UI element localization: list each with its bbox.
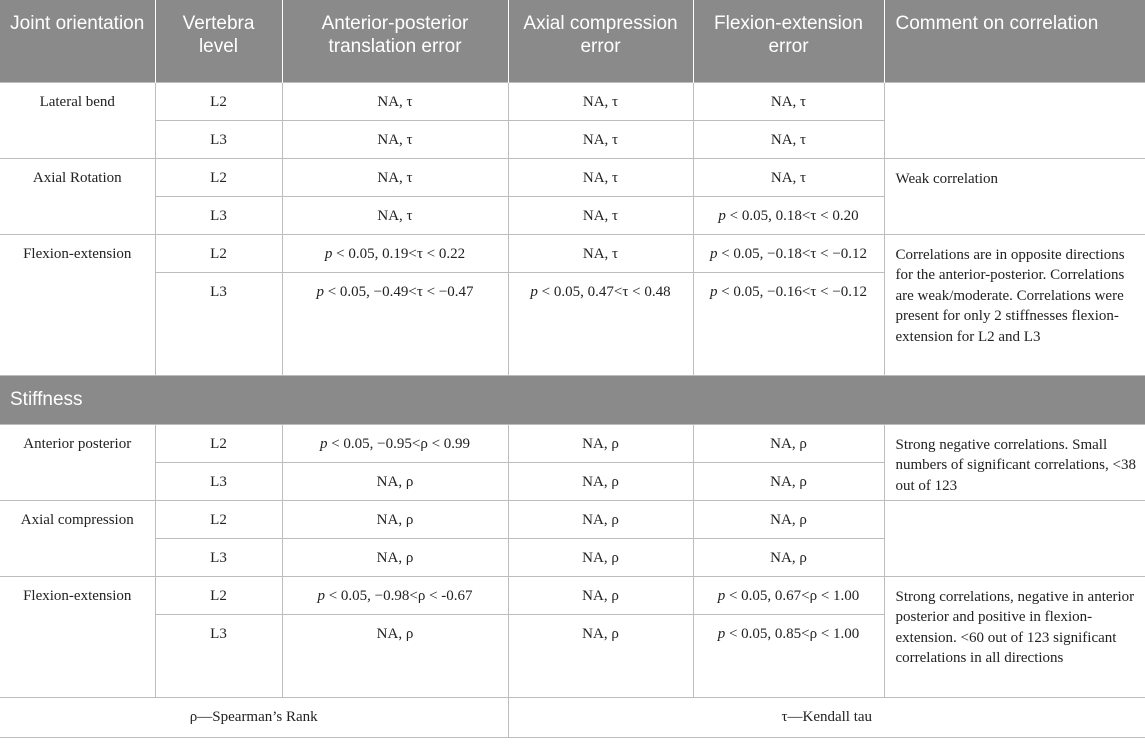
section-row bbox=[0, 375, 1145, 424]
flex-cell: NA, ρ bbox=[693, 424, 884, 462]
joint-cell: Axial compression bbox=[0, 500, 155, 576]
axial-cell: NA, ρ bbox=[508, 424, 693, 462]
p-symbol: p bbox=[709, 283, 718, 300]
flex-cell bbox=[693, 614, 884, 697]
section-title-stiffness: Stiffness bbox=[0, 375, 1145, 424]
level-cell: L2 bbox=[155, 158, 282, 196]
header-flexion-extension-error: Flexion-extension error bbox=[693, 0, 884, 82]
ap-cell: NA, τ bbox=[282, 158, 508, 196]
header-vertebra-level: Vertebra level bbox=[155, 0, 282, 82]
level-cell: L2 bbox=[155, 234, 282, 272]
level-cell: L3 bbox=[155, 614, 282, 697]
ap-cell bbox=[282, 272, 508, 375]
axial-cell: NA, τ bbox=[508, 234, 693, 272]
table-row bbox=[0, 234, 1145, 272]
flex-cell: NA, τ bbox=[693, 120, 884, 158]
joint-cell: Lateral bend bbox=[0, 82, 155, 158]
axial-cell: NA, τ bbox=[508, 158, 693, 196]
table-row bbox=[0, 576, 1145, 614]
comment-cell: Correlations are in opposite directions for the anterior-posterior. Correlations are weak/moderate. Correlations were present for only 2 stiffnesses flexion-extension for L2 and L3 bbox=[884, 234, 1145, 375]
p-symbol: p bbox=[319, 435, 328, 452]
joint-cell: Axial Rotation bbox=[0, 158, 155, 234]
flex-cell bbox=[693, 196, 884, 234]
table-row bbox=[0, 500, 1145, 538]
ap-cell: NA, τ bbox=[282, 82, 508, 120]
flex-value: < 0.05, 0.18<τ < 0.20 bbox=[725, 207, 859, 224]
axial-cell: NA, ρ bbox=[508, 538, 693, 576]
p-symbol: p bbox=[324, 245, 333, 262]
flex-value: < 0.05, −0.18<τ < −0.12 bbox=[717, 245, 868, 262]
footer-row bbox=[0, 697, 1145, 737]
level-cell: L2 bbox=[155, 424, 282, 462]
p-symbol: p bbox=[317, 587, 325, 604]
comment-cell: Strong correlations, negative in anterior posterior and positive in flexion-extension. <60 out of 123 significant correlations in all directions bbox=[884, 576, 1145, 697]
level-cell: L3 bbox=[155, 462, 282, 500]
flex-value: < 0.05, 0.67<ρ < 1.00 bbox=[725, 587, 860, 604]
header-joint-orientation: Joint orientation bbox=[0, 0, 155, 82]
joint-cell: Flexion-extension bbox=[0, 576, 155, 697]
comment-cell: Weak correlation bbox=[884, 158, 1145, 234]
joint-cell: Anterior posterior bbox=[0, 424, 155, 500]
p-symbol: p bbox=[717, 587, 726, 604]
flex-cell: NA, ρ bbox=[693, 538, 884, 576]
table-row bbox=[0, 158, 1145, 196]
comment-cell bbox=[884, 500, 1145, 576]
p-symbol: p bbox=[718, 207, 726, 224]
axial-cell: NA, τ bbox=[508, 196, 693, 234]
axial-cell: NA, ρ bbox=[508, 500, 693, 538]
ap-cell: NA, τ bbox=[282, 196, 508, 234]
ap-value: < 0.05, −0.95<ρ < 0.99 bbox=[327, 435, 471, 452]
ap-value: < 0.05, −0.49<τ < −0.47 bbox=[323, 283, 474, 300]
ap-cell: NA, ρ bbox=[282, 538, 508, 576]
comment-cell bbox=[884, 82, 1145, 158]
comment-cell: Strong negative correlations. Small numbers of significant correlations, <38 out of 123 bbox=[884, 424, 1145, 500]
joint-cell: Flexion-extension bbox=[0, 234, 155, 375]
ap-cell: NA, ρ bbox=[282, 500, 508, 538]
flex-cell bbox=[693, 272, 884, 375]
p-symbol: p bbox=[717, 625, 726, 642]
flex-cell: NA, τ bbox=[693, 82, 884, 120]
header-row bbox=[0, 0, 1145, 82]
ap-cell bbox=[282, 234, 508, 272]
axial-cell: NA, ρ bbox=[508, 576, 693, 614]
flex-cell: NA, ρ bbox=[693, 500, 884, 538]
header-ap-translation-error: Anterior-posterior translation error bbox=[282, 0, 508, 82]
header-comment: Comment on correlation bbox=[884, 0, 1145, 82]
axial-cell: NA, ρ bbox=[508, 614, 693, 697]
flex-cell bbox=[693, 576, 884, 614]
ap-cell: NA, ρ bbox=[282, 462, 508, 500]
axial-cell bbox=[508, 272, 693, 375]
level-cell: L3 bbox=[155, 196, 282, 234]
ap-value: < 0.05, −0.98<ρ < -0.67 bbox=[324, 587, 473, 604]
level-cell: L2 bbox=[155, 82, 282, 120]
p-symbol: p bbox=[316, 283, 324, 300]
footer-spearman: ρ—Spearman’s Rank bbox=[0, 697, 508, 737]
axial-cell: NA, ρ bbox=[508, 462, 693, 500]
flex-value: < 0.05, 0.85<ρ < 1.00 bbox=[725, 625, 860, 642]
table-row bbox=[0, 424, 1145, 462]
footer-kendall: τ—Kendall tau bbox=[508, 697, 1145, 737]
header-axial-compression-error: Axial compression error bbox=[508, 0, 693, 82]
ap-value: < 0.05, 0.19<τ < 0.22 bbox=[332, 245, 466, 262]
p-symbol: p bbox=[530, 283, 538, 300]
p-symbol: p bbox=[709, 245, 718, 262]
level-cell: L2 bbox=[155, 576, 282, 614]
axial-cell: NA, τ bbox=[508, 120, 693, 158]
table-row bbox=[0, 82, 1145, 120]
flex-cell bbox=[693, 234, 884, 272]
ap-cell bbox=[282, 424, 508, 462]
level-cell: L3 bbox=[155, 272, 282, 375]
ap-cell: NA, ρ bbox=[282, 614, 508, 697]
ap-cell: NA, τ bbox=[282, 120, 508, 158]
flex-value: < 0.05, −0.16<τ < −0.12 bbox=[717, 283, 868, 300]
ap-cell bbox=[282, 576, 508, 614]
axial-value: < 0.05, 0.47<τ < 0.48 bbox=[537, 283, 671, 300]
flex-cell: NA, ρ bbox=[693, 462, 884, 500]
level-cell: L3 bbox=[155, 120, 282, 158]
axial-cell: NA, τ bbox=[508, 82, 693, 120]
level-cell: L3 bbox=[155, 538, 282, 576]
flex-cell: NA, τ bbox=[693, 158, 884, 196]
level-cell: L2 bbox=[155, 500, 282, 538]
